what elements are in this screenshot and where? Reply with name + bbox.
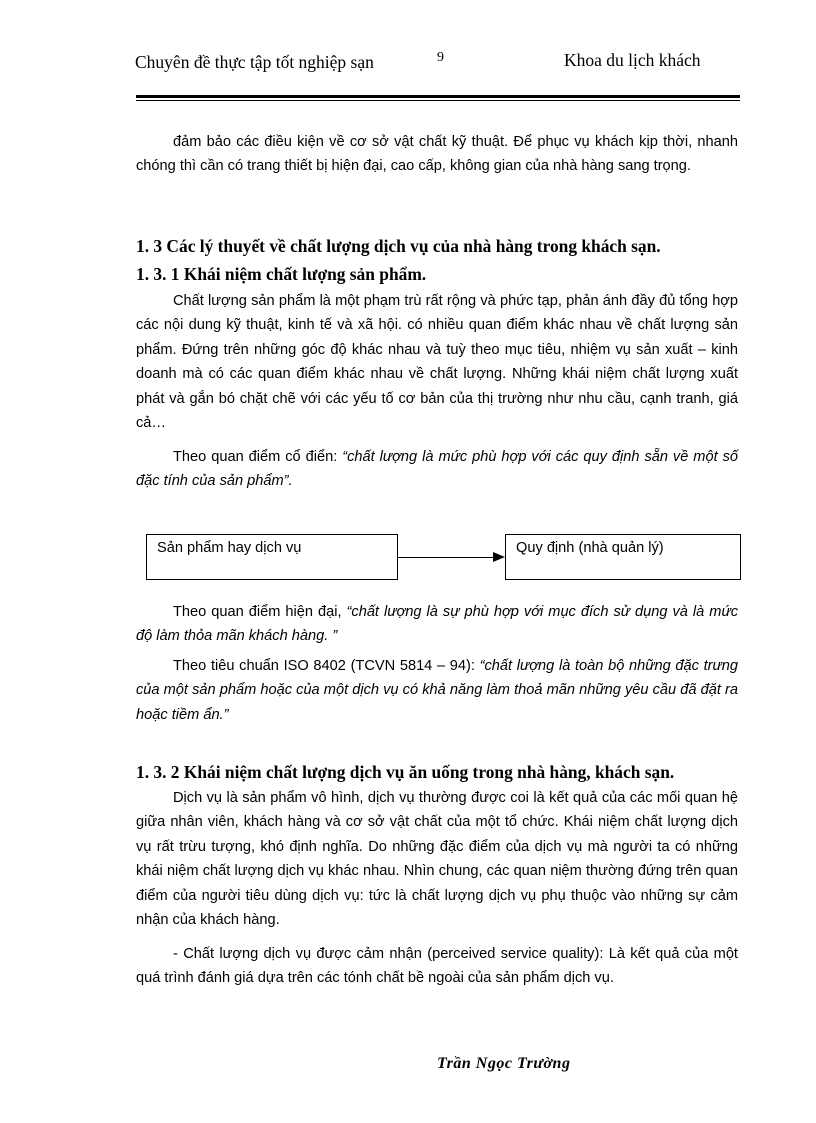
classic-view-quote: “chất lượng là mức phù hợp với các quy định sẵn về một số đặc tính của sản phẩm”. <box>136 449 738 490</box>
iso-view-lead: Theo tiêu chuẩn ISO 8402 (TCVN 5814 – 94): <box>173 658 480 674</box>
paragraph-service-quality: Dịch vụ là sản phẩm vô hình, dịch vụ thường được coi là kết quả của các mối quan hệ giữa nhân viên, khách hàng và cơ sở vật chất của một tổ chức. Khái niệm chất lượng dịch vụ rất trừu tượng, khó định nghĩa. Do những đặc điểm của dịch vụ mà người ta có những khái niệm chất lượng dịch vụ khác nhau. Nhìn chung, các quan niệm thường đứng trên quan điểm của người tiêu dùng dịch vụ: tức là chất lượng dịch vụ phụ thuộc vào những sự cảm nhận của khách hàng. <box>136 790 738 929</box>
header-rule-thick <box>136 95 740 98</box>
modern-view-quote: “chất lượng là sự phù hợp với mục đích sử dụng và là mức độ làm thỏa mãn khách hàng. ” <box>136 604 738 645</box>
header-rule-thin <box>136 100 740 101</box>
header-right-title: Khoa du lịch khách <box>564 50 701 70</box>
diagram-box-regulation: Quy định (nhà quản lý) <box>505 534 741 580</box>
heading-1-3-2: 1. 3. 2 Khái niệm chất lượng dịch vụ ăn uống trong nhà hàng, khách sạn. <box>136 762 675 782</box>
modern-view-lead: Theo quan điểm hiện đại, <box>173 604 347 620</box>
iso-view-quote: “chất lượng là toàn bộ những đặc trưng của một sản phẩm hoặc của một dịch vụ có khả năng làm thoả mãn những yêu cầu đã đặt ra hoặc tiềm ẩn.” <box>136 658 738 723</box>
diagram-arrow-line <box>397 557 495 558</box>
paragraph-perceived-quality: - Chất lượng dịch vụ được cảm nhận (perceived service quality): Là kết quả của một quá trình đánh giá dựa trên các tónh chất bề ngoài của sản phẩm dịch vụ. <box>136 946 738 987</box>
header-left-title: Chuyên đề thực tập tốt nghiệp sạn <box>135 52 374 72</box>
classic-view-lead: Theo quan điểm cổ điển: <box>173 449 343 465</box>
arrow-right-icon <box>493 552 505 562</box>
heading-1-3: 1. 3 Các lý thuyết về chất lượng dịch vụ của nhà hàng trong khách sạn. <box>136 236 661 256</box>
paragraph-modern-view <box>136 600 738 649</box>
page-number: 9 <box>437 50 444 65</box>
paragraph-product-quality: Chất lượng sản phẩm là một phạm trù rất rộng và phức tạp, phản ánh đầy đủ tổng hợp các nội dung kỹ thuật, kinh tế và xã hội. có nhiều quan điểm khác nhau về chất lượng sản phẩm. Đứng trên những góc độ khác nhau và tuỳ theo mục tiêu, nhiệm vụ sản xuất – kinh doanh mà có các quan điểm khác nhau về chất lượng. Những khái niệm chất lượng xuất phát và gắn bó chặt chẽ với các yếu tố cơ bản của thị trường như nhu cầu, cạnh tranh, giá cả… <box>136 293 738 432</box>
diagram-box-product: Sản phẩm hay dịch vụ <box>146 534 398 580</box>
paragraph-classic-view <box>136 445 738 494</box>
paragraph-intro: đảm bảo các điều kiện về cơ sở vật chất kỹ thuật. Để phục vụ khách kịp thời, nhanh chóng thì cần có trang thiết bị hiện đại, cao cấp, không gian của nhà hàng sang trọng. <box>136 134 738 175</box>
heading-1-3-1: 1. 3. 1 Khái niệm chất lượng sản phẩm. <box>136 264 427 284</box>
paragraph-iso-view <box>136 654 738 727</box>
author-signature: Trần Ngọc Trường <box>437 1055 571 1072</box>
